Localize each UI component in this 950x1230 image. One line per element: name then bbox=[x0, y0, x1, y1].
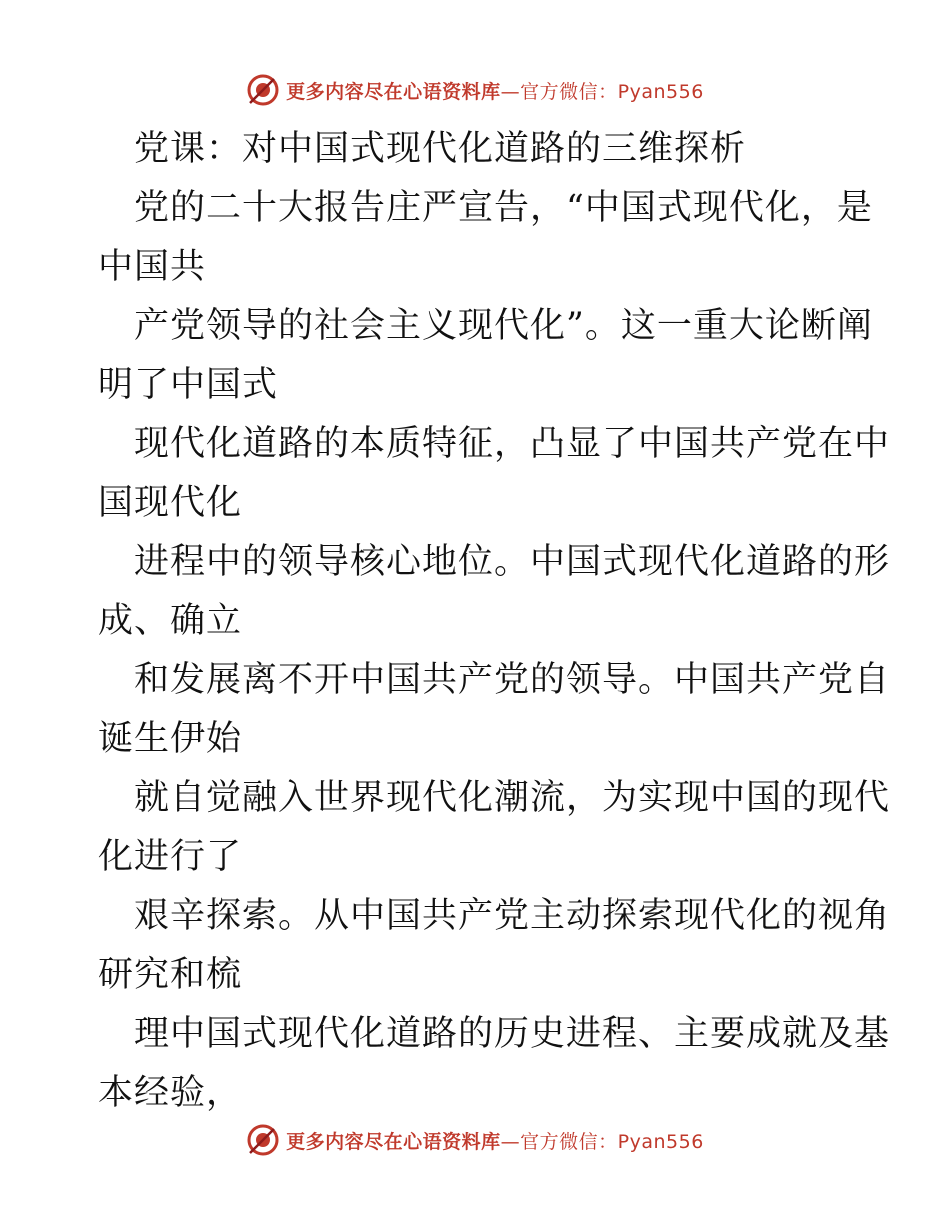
watermark-contact: —官方微信：Pyan556 bbox=[500, 1130, 704, 1153]
doc-line: 就自觉融入世界现代化潮流，为实现中国的现代 bbox=[134, 778, 891, 818]
quill-seal-icon bbox=[246, 73, 280, 107]
doc-line: 成、确立 bbox=[98, 601, 243, 641]
doc-line: 化进行了 bbox=[98, 837, 243, 877]
document-body bbox=[98, 120, 891, 1123]
doc-line: 现代化道路的本质特征，凸显了中国共产党在中 bbox=[134, 424, 891, 464]
doc-line: 党的二十大报告庄严宣告，“中国式现代化，是 bbox=[134, 188, 873, 228]
footer-watermark bbox=[0, 1120, 950, 1160]
header-watermark bbox=[0, 70, 950, 110]
doc-line: 产党领导的社会主义现代化”。这一重大论断阐 bbox=[134, 306, 873, 346]
doc-line: 诞生伊始 bbox=[98, 719, 243, 759]
doc-line: 艰辛探索。从中国共产党主动探索现代化的视角 bbox=[134, 896, 891, 936]
doc-line: 理中国式现代化道路的历史进程、主要成就及基 bbox=[134, 1014, 891, 1054]
doc-line: 研究和梳 bbox=[98, 955, 243, 995]
doc-line: 明了中国式 bbox=[98, 365, 279, 405]
doc-line: 进程中的领导核心地位。中国式现代化道路的形 bbox=[134, 542, 891, 582]
doc-line: 和发展离不开中国共产党的领导。中国共产党自 bbox=[134, 660, 891, 700]
doc-line: 中国共 bbox=[98, 247, 207, 287]
doc-title: 党课：对中国式现代化道路的三维探析 bbox=[134, 129, 747, 169]
quill-seal-icon bbox=[246, 1123, 280, 1157]
watermark-brand: 更多内容尽在心语资料库 bbox=[286, 1130, 501, 1153]
watermark-contact: —官方微信：Pyan556 bbox=[500, 80, 704, 103]
doc-line: 本经验， bbox=[98, 1073, 243, 1113]
doc-line: 国现代化 bbox=[98, 483, 243, 523]
watermark-brand: 更多内容尽在心语资料库 bbox=[286, 80, 501, 103]
